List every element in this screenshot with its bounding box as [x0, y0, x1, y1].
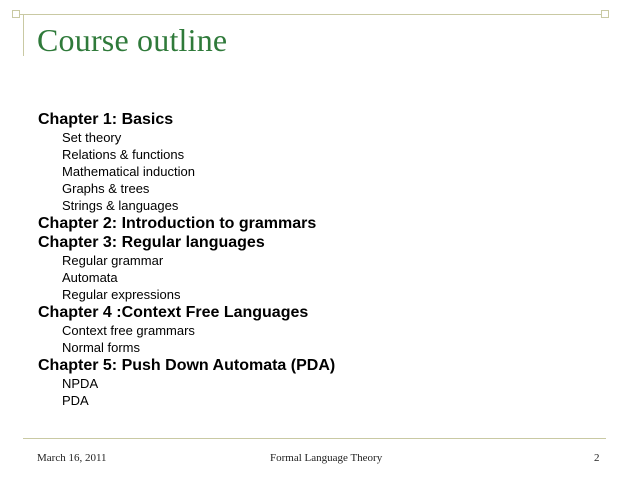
topic-item: Regular grammar — [62, 253, 164, 268]
topic-item: Context free grammars — [62, 323, 195, 338]
top-frame-line — [15, 14, 607, 15]
page-number: 2 — [594, 452, 600, 464]
chapter-3-heading: Chapter 3: Regular languages — [38, 234, 265, 251]
topic-item: PDA — [62, 393, 89, 408]
topic-item: Relations & functions — [62, 147, 185, 162]
topic-item: Graphs & trees — [62, 181, 150, 196]
outline-content — [38, 110, 598, 409]
corner-square-left — [12, 10, 20, 18]
topic-item: Regular expressions — [62, 287, 181, 302]
topic-item: Normal forms — [62, 340, 141, 355]
topic-item: Automata — [62, 270, 118, 285]
chapter-2-heading: Chapter 2: Introduction to grammars — [38, 215, 317, 232]
chapter-4-heading: Chapter 4 :Context Free Languages — [38, 304, 309, 321]
left-frame-line — [23, 14, 24, 56]
footer-divider — [23, 438, 606, 439]
footer-course-name: Formal Language Theory — [270, 452, 383, 464]
topic-item: Mathematical induction — [62, 164, 195, 179]
slide-title: Course outline — [37, 22, 228, 58]
topic-item: Strings & languages — [62, 198, 179, 213]
topic-item: NPDA — [62, 376, 99, 391]
corner-square-right — [601, 10, 609, 18]
chapter-1-heading: Chapter 1: Basics — [38, 111, 174, 128]
topic-item: Set theory — [62, 130, 122, 145]
footer-date: March 16, 2011 — [37, 452, 107, 464]
chapter-5-heading: Chapter 5: Push Down Automata (PDA) — [38, 357, 336, 374]
